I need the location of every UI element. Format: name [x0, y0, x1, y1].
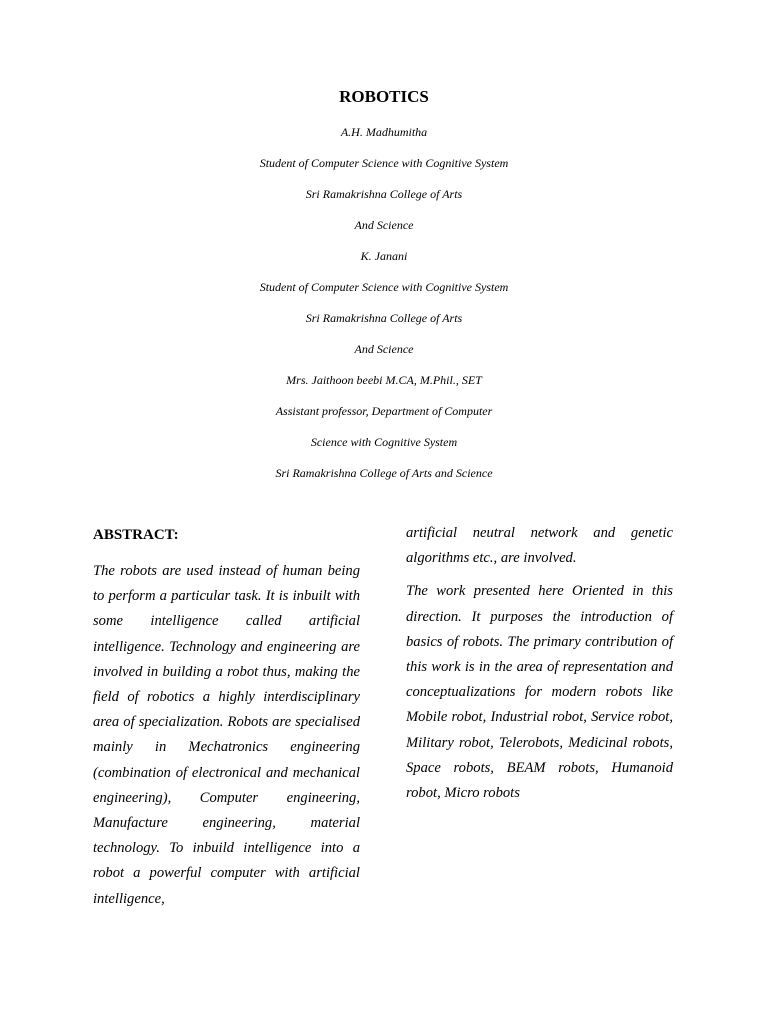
paper-title: ROBOTICS: [339, 87, 429, 106]
abstract-paragraph: The robots are used instead of human being to perform a particular task. It is inbuilt with some intelligence called artificial intelligence. Technology and engineering are involved in building a robot thus, making the field of robotics a highly interdisciplinary area of specialization. Robots are specialised mainly in Mechatronics engineering (combination of electronical and mechanical engineering), Computer engineering, Manufacture engineering, material technology. To inbuild intelligence into a robot a powerful computer with artificial intelligence,: [93, 563, 360, 907]
left-column: [93, 521, 360, 920]
author-line: Sri Ramakrishna College of Arts and Science: [275, 466, 493, 480]
author-line: And Science: [354, 218, 414, 232]
author-line: Science with Cognitive System: [310, 435, 458, 449]
abstract-paragraph: The work presented here Oriented in this direction. It purposes the introduction of basics of robots. The primary contribution of this work is in the area of representation and conceptualizations for modern robots like Mobile robot, Industrial robot, Service robot, Military robot, Telerobots, Medicinal robots, Space robots, BEAM robots, Humanoid robot, Micro robots: [406, 583, 673, 802]
author-line: Assistant professor, Department of Computer: [275, 404, 493, 418]
author-line: Mrs. Jaithoon beebi M.CA, M.Phil., SET: [286, 373, 482, 387]
author-line: K. Janani: [360, 249, 408, 263]
right-column: [406, 521, 673, 814]
abstract-heading: ABSTRACT:: [93, 527, 179, 543]
abstract-paragraph-continued: artificial neutral network and genetic algorithms etc., are involved.: [406, 525, 673, 567]
author-line: Sri Ramakrishna College of Arts: [305, 187, 463, 201]
author-line: And Science: [354, 342, 414, 356]
author-line: Student of Computer Science with Cognitive System: [259, 280, 509, 294]
author-line: Student of Computer Science with Cognitive System: [259, 156, 509, 170]
author-line: Sri Ramakrishna College of Arts: [305, 311, 463, 325]
author-line: A.H. Madhumitha: [340, 125, 428, 139]
author-block: [0, 124, 768, 496]
